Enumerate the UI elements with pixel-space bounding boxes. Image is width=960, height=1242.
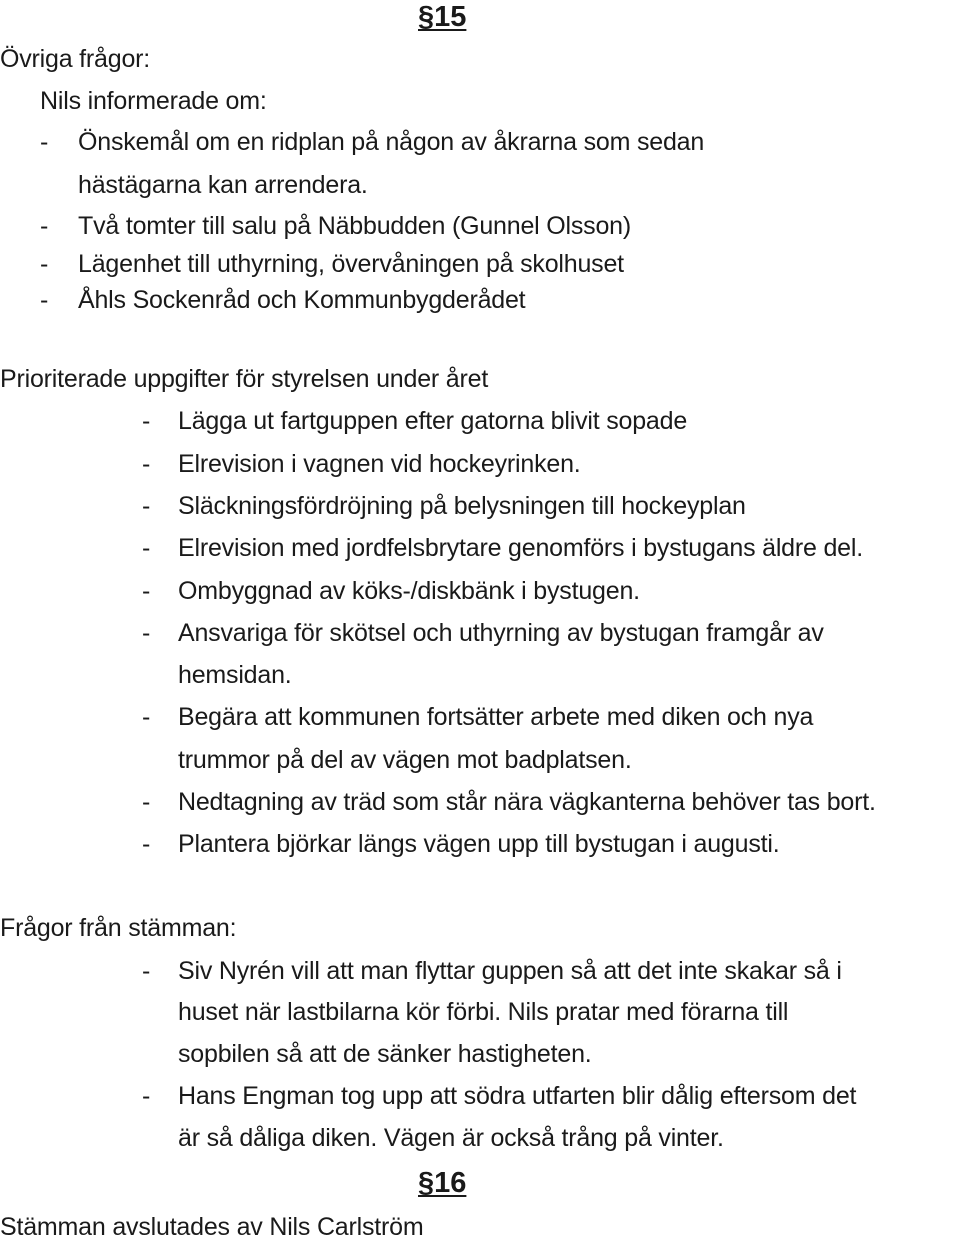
prioriterade-item-slackning: Släckningsfördröjning på belysningen till hockeyplan xyxy=(178,492,746,520)
ovriga-item-ridplan: Önskemål om en ridplan på någon av åkrarna som sedan xyxy=(78,128,705,156)
prioriterade-item-diskbank: Ombyggnad av köks-/diskbänk i bystugen. xyxy=(178,577,640,605)
prioriterade-item-diken: Begära att kommunen fortsätter arbete med diken och nya xyxy=(178,703,814,731)
list-bullet: - xyxy=(142,407,151,435)
prioriterade-heading: Prioriterade uppgifter för styrelsen under året xyxy=(0,365,489,393)
fragor-item-siv: Siv Nyrén vill att man flyttar guppen så att det inte skakar så i xyxy=(178,957,842,985)
list-bullet: - xyxy=(142,830,151,858)
prioriterade-item-ansvariga: Ansvariga för skötsel och uthyrning av bystugan framgår av xyxy=(178,619,824,647)
list-bullet: - xyxy=(40,250,49,278)
prioriterade-item-jordfelsbrytare: Elrevision med jordfelsbrytare genomförs i bystugans äldre del. xyxy=(178,534,863,562)
ovriga-item-ridplan-cont: hästägarna kan arrendera. xyxy=(78,171,368,199)
prioriterade-item-diken-cont: trummor på del av vägen mot badplatsen. xyxy=(178,746,632,774)
ovriga-fragor-heading: Övriga frågor: xyxy=(0,45,151,73)
ovriga-item-lagenhet: Lägenhet till uthyrning, övervåningen på skolhuset xyxy=(78,250,624,278)
prioriterade-item-nedtagning: Nedtagning av träd som står nära vägkanterna behöver tas bort. xyxy=(178,788,876,816)
list-bullet: - xyxy=(40,286,49,314)
list-bullet: - xyxy=(40,128,49,156)
fragor-item-siv-cont1: huset när lastbilarna kör förbi. Nils pratar med förarna till xyxy=(178,998,789,1026)
ovriga-item-sockenrad: Åhls Sockenråd och Kommunbygderådet xyxy=(78,286,526,314)
list-bullet: - xyxy=(142,703,151,731)
list-bullet: - xyxy=(40,212,49,240)
fragor-item-hans-cont: är så dåliga diken. Vägen är också trång på vinter. xyxy=(178,1124,724,1152)
nils-informerade-intro: Nils informerade om: xyxy=(40,87,267,115)
list-bullet: - xyxy=(142,1082,151,1110)
section-number-16: §16 xyxy=(418,1167,467,1199)
list-bullet: - xyxy=(142,450,151,478)
fragor-heading: Frågor från stämman: xyxy=(0,914,237,942)
prioriterade-item-fartguppen: Lägga ut fartguppen efter gatorna blivit sopade xyxy=(178,407,688,435)
list-bullet: - xyxy=(142,788,151,816)
fragor-item-siv-cont2: sopbilen så att de sänker hastigheten. xyxy=(178,1040,592,1068)
prioriterade-item-elrevision-vagnen: Elrevision i vagnen vid hockeyrinken. xyxy=(178,450,581,478)
fragor-item-hans: Hans Engman tog upp att södra utfarten blir dålig eftersom det xyxy=(178,1082,857,1110)
list-bullet: - xyxy=(142,957,151,985)
list-bullet: - xyxy=(142,619,151,647)
ovriga-item-tomter: Två tomter till salu på Näbbudden (Gunnel Olsson) xyxy=(78,212,631,240)
list-bullet: - xyxy=(142,492,151,520)
prioriterade-item-ansvariga-cont: hemsidan. xyxy=(178,661,292,689)
prioriterade-item-bjorkar: Plantera björkar längs vägen upp till bystugan i augusti. xyxy=(178,830,780,858)
section-number-15: §15 xyxy=(418,1,467,33)
closing-line: Stämman avslutades av Nils Carlström xyxy=(0,1213,424,1241)
list-bullet: - xyxy=(142,577,151,605)
list-bullet: - xyxy=(142,534,151,562)
